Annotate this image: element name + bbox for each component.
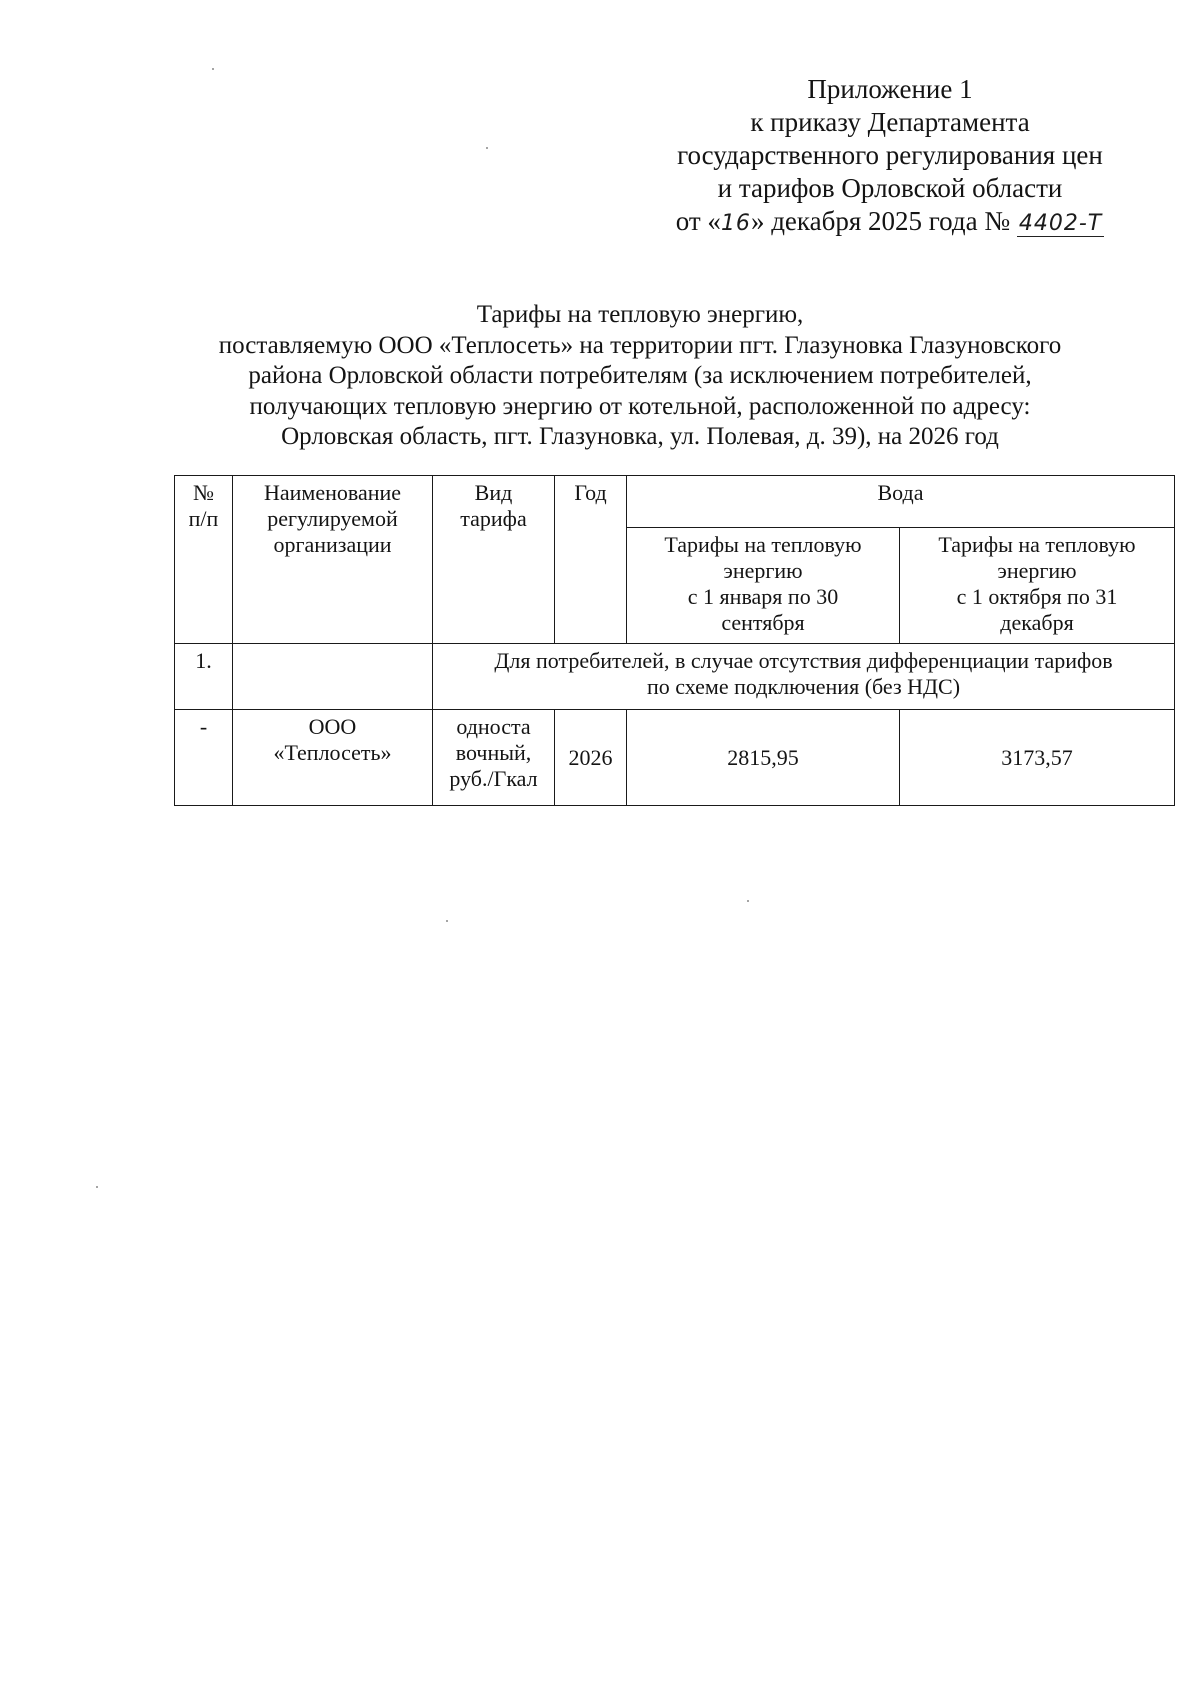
date-prefix: от « [675, 206, 721, 236]
header-period-1-line-1: Тарифы на тепловую [664, 532, 862, 557]
table-header-row [175, 476, 1175, 528]
appendix-date-line [640, 205, 1140, 240]
header-org-line-3: организации [273, 532, 392, 557]
date-middle: » декабря 2025 года № [750, 206, 1011, 236]
header-period-1-line-3: с 1 января по 30 [687, 584, 839, 609]
header-period-2-line-2: энергию [997, 558, 1077, 583]
title-line-1: Тарифы на тепловую энергию, [476, 301, 804, 328]
appendix-line-2: к приказу Департамента [750, 107, 1030, 137]
title-line-5: Орловская область, пгт. Глазуновка, ул. Полевая, д. 39), на 2026 год [281, 423, 999, 450]
row-tariff-period-1: 2815,95 [627, 710, 900, 806]
appendix-line-1: Приложение 1 [807, 74, 973, 104]
table-row [175, 710, 1175, 806]
header-org-line-1: Наименование [263, 480, 402, 505]
appendix-line-4: и тарифов Орловской области [717, 173, 1063, 203]
section-text-line-1: Для потребителей, в случае отсутствия дифференциации тарифов [494, 648, 1113, 673]
row-org-line-1: ООО [308, 714, 357, 739]
row-type-line-3: руб./Гкал [449, 766, 538, 791]
appendix-header [640, 73, 1140, 240]
header-period-1-line-2: энергию [723, 558, 803, 583]
header-number [175, 476, 233, 644]
handwritten-order-number: 4402-Т [1018, 211, 1103, 236]
scan-speck [747, 900, 749, 902]
document-title [160, 300, 1120, 453]
header-tariff-type [433, 476, 555, 644]
row-organization [233, 710, 433, 806]
header-period-1 [627, 528, 900, 644]
appendix-line-3: государственного регулирования цен [677, 140, 1103, 170]
header-period-2 [900, 528, 1175, 644]
handwritten-day: 16 [720, 211, 751, 236]
scan-speck [486, 147, 488, 149]
header-type-line-2: тарифа [460, 506, 527, 531]
header-org-line-2: регулируемой [267, 506, 398, 531]
header-water: Вода [627, 476, 1175, 528]
header-number-line-2: п/п [188, 506, 219, 531]
tariff-table [174, 475, 1175, 806]
row-type-line-1: односта [456, 714, 531, 739]
row-type-line-2: вочный, [455, 740, 532, 765]
section-text [433, 644, 1175, 710]
header-period-1-line-4: сентября [721, 610, 805, 635]
section-text-line-2: по схеме подключения (без НДС) [646, 674, 961, 699]
row-org-line-2: «Теплосеть» [273, 740, 392, 765]
header-type-line-1: Вид [474, 480, 513, 505]
scan-speck [96, 1186, 98, 1188]
section-number: 1. [175, 644, 233, 710]
title-line-2: поставляемую ООО «Теплосеть» на территории пгт. Глазуновка Глазуновского [218, 331, 1062, 359]
title-line-4: получающих тепловую энергию от котельной, расположенной по адресу: [249, 392, 1031, 420]
header-number-line-1: № [193, 480, 214, 505]
header-year: Год [555, 476, 627, 644]
row-tariff-period-2: 3173,57 [900, 710, 1175, 806]
scan-speck [446, 920, 448, 922]
scan-speck [212, 68, 214, 70]
header-period-2-line-3: с 1 октября по 31 [956, 584, 1118, 609]
header-period-2-line-4: декабря [1000, 610, 1074, 635]
title-line-3: района Орловской области потребителям (за исключением потребителей, [248, 362, 1032, 389]
row-year: 2026 [555, 710, 627, 806]
header-period-2-line-1: Тарифы на тепловую [938, 532, 1136, 557]
row-tariff-type [433, 710, 555, 806]
section-empty-cell [233, 644, 433, 710]
row-number: - [175, 710, 233, 806]
table-section-row [175, 644, 1175, 710]
header-organization [233, 476, 433, 644]
